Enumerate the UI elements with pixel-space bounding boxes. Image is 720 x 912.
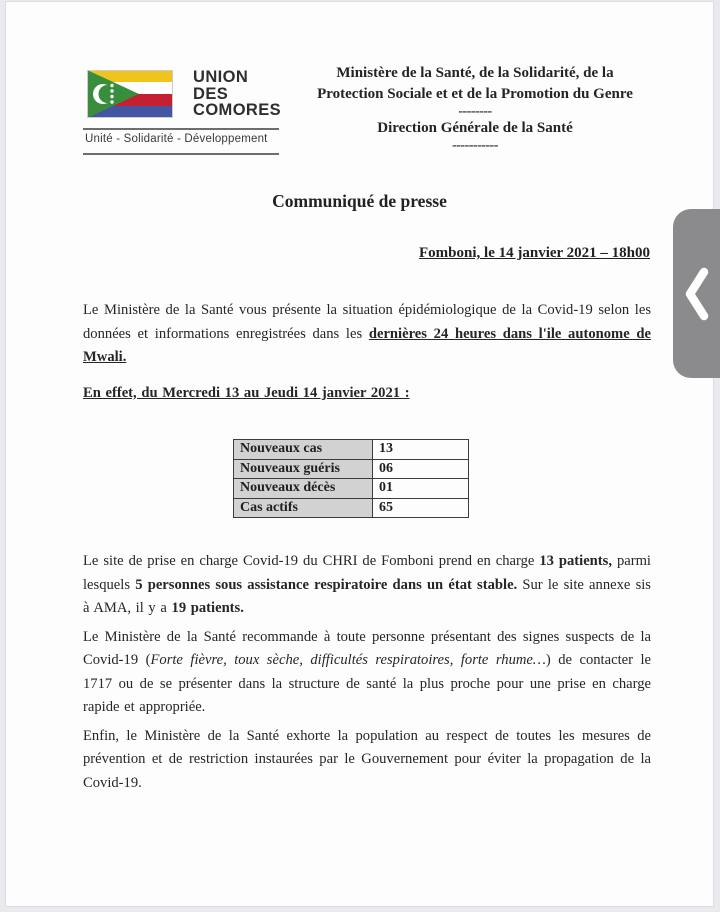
stat-value: 06 — [373, 459, 469, 479]
stat-label: Cas actifs — [234, 498, 373, 518]
logo-divider-top — [83, 128, 279, 130]
direction-generale-label: Direction Générale de la Santé — [377, 120, 573, 136]
covid-stats-table — [233, 439, 469, 518]
ministry-line2: Protection Sociale et et de la Promotion du Genre — [317, 86, 633, 102]
dash-divider: ----------- — [452, 138, 498, 153]
stat-value: 65 — [373, 498, 469, 518]
en-effet-line: En effet, du Mercredi 13 au Jeudi 14 janvier 2021 : — [83, 384, 410, 401]
dateline: Fomboni, le 14 janvier 2021 – 18h00 — [419, 245, 650, 261]
document-page — [6, 2, 713, 906]
dash-divider: -------- — [458, 104, 492, 119]
closing-paragraph: Enfin, le Ministère de la Santé exhorte la population au respect de toutes les mesures de prévention et de restriction instaurées par le Gouvernement pour éviter la propagation de la Covid-19. — [83, 727, 651, 791]
stat-label: Nouveaux cas — [234, 440, 373, 460]
document-body — [83, 299, 651, 795]
table-row — [234, 440, 469, 460]
stat-value: 01 — [373, 479, 469, 499]
motto-label: Unité - Solidarité - Développement — [85, 133, 268, 145]
logo-divider-bottom — [83, 153, 279, 155]
comoros-flag-icon — [87, 70, 173, 118]
union-line: UNION — [193, 68, 249, 86]
ministry-header — [300, 63, 650, 152]
care-site-paragraph: Le site de prise en charge Covid-19 du CHRI de Fomboni prend en charge 13 patients, parmi lesquels 5 personnes sous assistance respiratoire dans un état stable. Sur le site annexe sis à AMA, il y a 19 patients. — [83, 553, 651, 616]
union-line: DES — [193, 84, 229, 103]
ministry-line1: Ministère de la Santé, de la Solidarité, de la — [336, 65, 614, 81]
chevron-left-icon — [684, 265, 710, 323]
table-row — [234, 479, 469, 499]
page-title: Communiqué de presse — [272, 191, 447, 211]
intro-paragraph: Le Ministère de la Santé vous présente la situation épidémiologique de la Covid-19 selon les données et informations enregistrées dans les dernières 24 heures dans l'ile autonome de Mwali. — [83, 302, 651, 365]
previous-button[interactable] — [673, 209, 720, 378]
table-row — [234, 498, 469, 518]
recommendation-paragraph: Le Ministère de la Santé recommande à toute personne présentant des signes suspects de la Covid-19 (Forte fièvre, toux sèche, difficultés respiratoires, forte rhume…) de contacter le 1717 ou de se présenter dans la structure de santé la plus proche pour une prise en charge rapide et appropriée. — [83, 628, 651, 715]
union-des-comores-label — [193, 69, 281, 119]
stat-value: 13 — [373, 440, 469, 460]
union-line: COMORES — [193, 101, 282, 119]
stat-label: Nouveaux décès — [234, 479, 373, 499]
table-row — [234, 459, 469, 479]
stat-label: Nouveaux guéris — [234, 459, 373, 479]
